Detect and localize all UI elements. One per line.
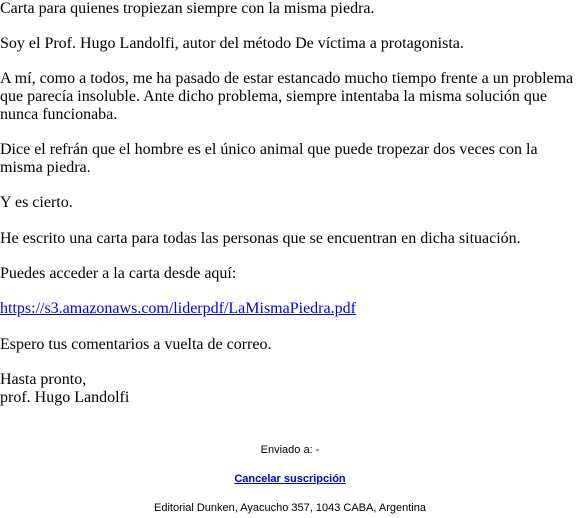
pdf-link-paragraph bbox=[0, 300, 580, 318]
intro-paragraph: Soy el Prof. Hugo Landolfi, autor del método De víctima a protagonista. bbox=[0, 35, 464, 52]
closing-greeting: Hasta pronto, bbox=[0, 371, 87, 388]
comments-paragraph: Espero tus comentarios a vuelta de correo. bbox=[0, 336, 272, 353]
unsubscribe-container bbox=[0, 473, 580, 486]
signature-name: prof. Hugo Landolfi bbox=[0, 389, 130, 406]
footer-address: Editorial Dunken, Ayacucho 357, 1043 CABA, Argentina bbox=[154, 502, 426, 514]
problem-paragraph: A mí, como a todos, me ha pasado de estar estancado mucho tiempo frente a un problema que parecía insoluble. Ante dicho problema, siempre intentaba la misma solución que nunca funcionaba. bbox=[0, 70, 574, 123]
affirmation-paragraph: Y es cierto. bbox=[0, 194, 73, 211]
closing-signature bbox=[0, 371, 580, 407]
access-paragraph: Puedes acceder a la carta desde aquí: bbox=[0, 265, 237, 282]
pdf-link[interactable]: https://s3.amazonaws.com/liderpdf/LaMismaPiedra.pdf bbox=[0, 300, 356, 317]
sent-to-text: Enviado a: - bbox=[260, 444, 320, 456]
proverb-paragraph: Dice el refrán que el hombre es el único animal que puede tropezar dos veces con la misma piedra. bbox=[0, 141, 538, 176]
unsubscribe-link[interactable]: Cancelar suscripción bbox=[234, 473, 346, 485]
letter-paragraph: He escrito una carta para todas las personas que se encuentran en dicha situación. bbox=[0, 230, 521, 247]
subject-line-paragraph: Carta para quienes tropiezan siempre con la misma piedra. bbox=[0, 0, 375, 17]
